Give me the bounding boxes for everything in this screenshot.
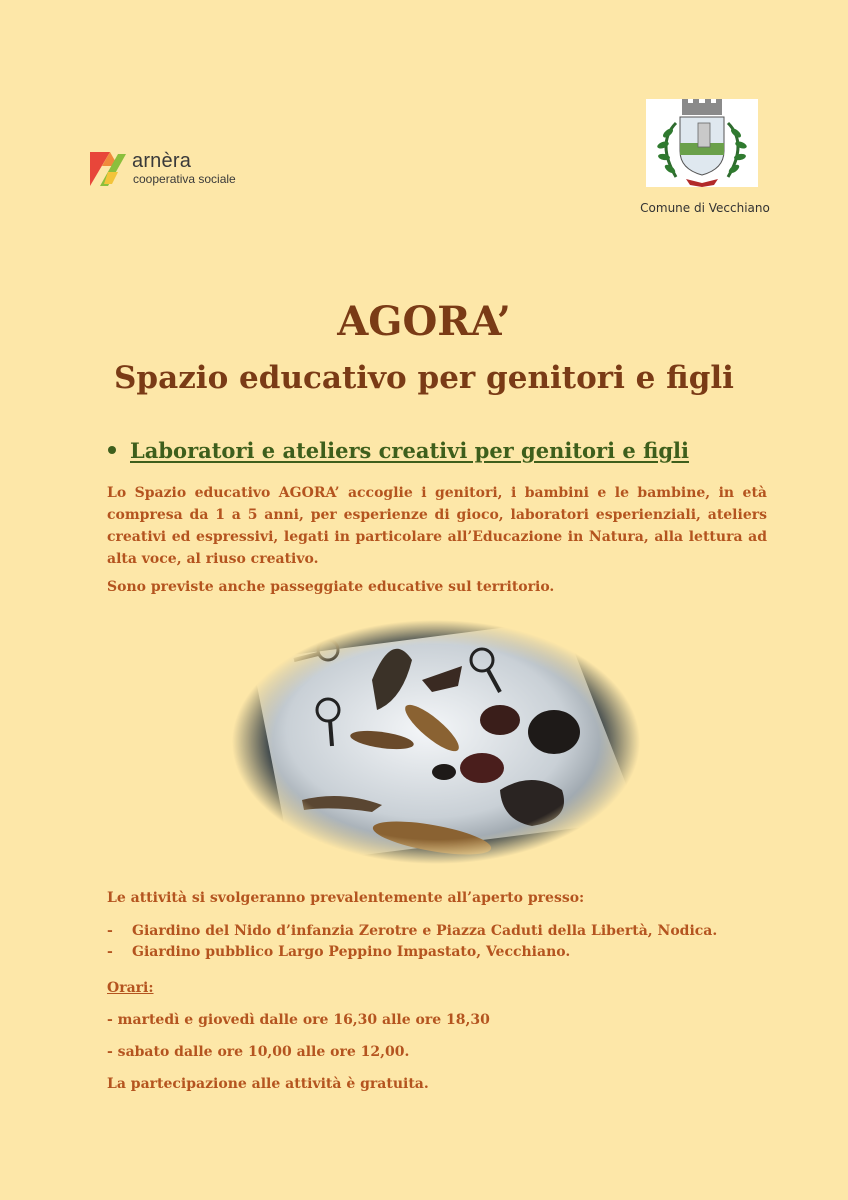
- page-subtitle: Spazio educativo per genitori e figli: [114, 360, 734, 396]
- bullet-dot-icon: [108, 446, 116, 454]
- comune-crest: [646, 99, 758, 187]
- intro-paragraph: Lo Spazio educativo AGORA’ accoglie i genitori, i bambini e le bambine, in età compresa da 1 a 5 anni, per esperienze di gioco, laboratori esperienziali, ateliers creativi ed espressivi, legati in particolare all’Educazione in Natura, alla lettura ad alta voce, al riuso creativo.: [107, 485, 767, 567]
- arnera-logo: [88, 150, 248, 190]
- bullet-heading-text: Laboratori e ateliers creativi per genitori e figli: [130, 438, 689, 463]
- page-title: AGORA’: [337, 298, 511, 345]
- comune-label: Comune di Vecchiano: [640, 201, 770, 215]
- coop-name: arnèra: [132, 150, 192, 172]
- bullet-heading: [108, 438, 758, 463]
- location-item: - Giardino del Nido d’infanzia Zerotre e Piazza Caduti della Libertà, Nodica.: [107, 921, 717, 942]
- locations-list: [107, 921, 717, 963]
- coop-subtitle: cooperativa sociale: [133, 172, 236, 186]
- location-item: - Giardino pubblico Largo Peppino Impastato, Vecchiano.: [107, 942, 717, 963]
- arnera-logo-icon: [88, 150, 128, 188]
- schedule-saturday: - sabato dalle ore 10,00 alle ore 12,00.: [107, 1044, 410, 1060]
- schedule-weekday: - martedì e giovedì dalle ore 16,30 alle ore 18,30: [107, 1012, 490, 1028]
- schedule-heading: Orari:: [107, 980, 154, 996]
- activity-photo: [232, 620, 640, 864]
- free-note: La partecipazione alle attività è gratuita.: [107, 1076, 429, 1092]
- activities-intro: Le attività si svolgeranno prevalentemente all’aperto presso:: [107, 890, 585, 906]
- crest-icon: [646, 99, 758, 187]
- nature-objects-photo-icon: [232, 620, 640, 864]
- walks-paragraph: Sono previste anche passeggiate educative sul territorio.: [107, 579, 555, 595]
